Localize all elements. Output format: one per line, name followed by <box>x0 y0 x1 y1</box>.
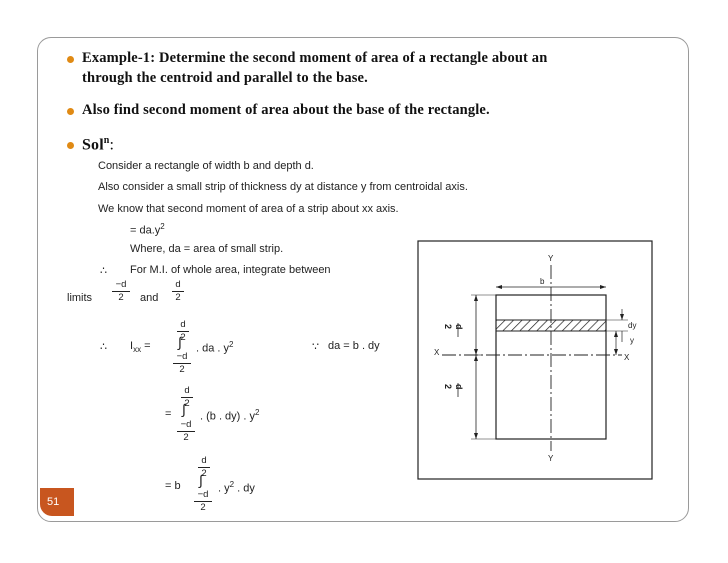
eq1-rhs: . da . $y^2$ <box>196 340 234 355</box>
limit-upper: d 2 <box>172 280 184 303</box>
bullet-dot-icon <box>67 56 74 63</box>
width-label: b <box>540 277 545 286</box>
strip-label: dy <box>628 321 637 330</box>
solution-label-colon: : <box>109 136 115 154</box>
and-label: and <box>140 292 159 304</box>
svg-text:d: d <box>454 324 464 330</box>
rectangle-figure <box>416 239 654 481</box>
for-mi-line: For M.I. of whole area, integrate between <box>130 264 331 276</box>
eq2-equals: = <box>165 408 172 420</box>
bullet-dot-icon <box>67 142 74 149</box>
limit-lower: −d 2 <box>112 280 130 303</box>
bullet-base-moment <box>82 102 490 119</box>
eq1-bottom-limit: −d 2 <box>173 352 191 375</box>
eq2-rhs: . (b . dy) . $y^2$ <box>200 408 260 423</box>
bullet-solution <box>82 135 114 154</box>
solution-line-2: Also consider a small strip of thickness dy at distance y from centroidal axis. <box>98 181 468 193</box>
svg-text:2: 2 <box>443 324 453 330</box>
half-depth-lower-label <box>443 383 464 397</box>
eq3-rhs: . $y^2$ . dy <box>218 480 255 495</box>
solution-line-1: Consider a rectangle of width b and depth d. <box>98 160 314 172</box>
eq1-top-limit: d 2 <box>177 320 189 343</box>
eq1-integral-icon: ∫ <box>178 334 182 350</box>
solution-label: Sol <box>82 136 104 154</box>
limits-label: limits <box>67 292 93 304</box>
expr-da-y2: = $da.y^2$ <box>130 222 165 237</box>
x-axis-right-label: X <box>624 353 630 362</box>
where-line: Where, da = area of small strip. <box>130 243 284 255</box>
half-depth-upper-label <box>443 323 464 337</box>
bullet-dot-icon <box>67 108 74 115</box>
therefore-symbol-2: ∴ <box>100 341 107 353</box>
eq3-top-limit: d 2 <box>198 456 210 479</box>
therefore-symbol: ∴ <box>100 265 107 277</box>
y-axis-top-label: Y <box>548 254 554 263</box>
solution-line-3: We know that second moment of area of a strip about xx axis. <box>98 203 399 215</box>
eq3-prefix: = b <box>165 480 181 492</box>
eq2-top-limit: d 2 <box>181 386 193 409</box>
solution-label-sup: n <box>103 135 110 146</box>
eq3-integral-icon: ∫ <box>199 472 203 488</box>
svg-text:d: d <box>454 384 464 390</box>
svg-text:2: 2 <box>443 384 453 390</box>
da-definition: da = b . dy <box>328 340 380 352</box>
distance-label: y <box>630 336 634 345</box>
base-moment-text: Also find second moment of area about the base of the rectangle. <box>82 102 490 118</box>
x-axis-left-label: X <box>434 348 440 357</box>
page-number: 51 <box>40 488 74 516</box>
eq2-bottom-limit: −d 2 <box>177 420 195 443</box>
example-line-2: through the centroid and parallel to the base. <box>82 70 368 86</box>
example-line-1: Example-1: Determine the second moment of area of a rectangle about an <box>82 50 548 66</box>
bullet-example <box>82 50 687 87</box>
y-axis-bottom-label: Y <box>548 454 554 463</box>
eq2-integral-icon: ∫ <box>182 401 186 417</box>
ixx-label: $I_{xx}$ = <box>130 340 151 355</box>
because-symbol: ∵ <box>312 341 319 353</box>
eq3-bottom-limit: −d 2 <box>194 490 212 513</box>
figure-border <box>418 241 652 479</box>
